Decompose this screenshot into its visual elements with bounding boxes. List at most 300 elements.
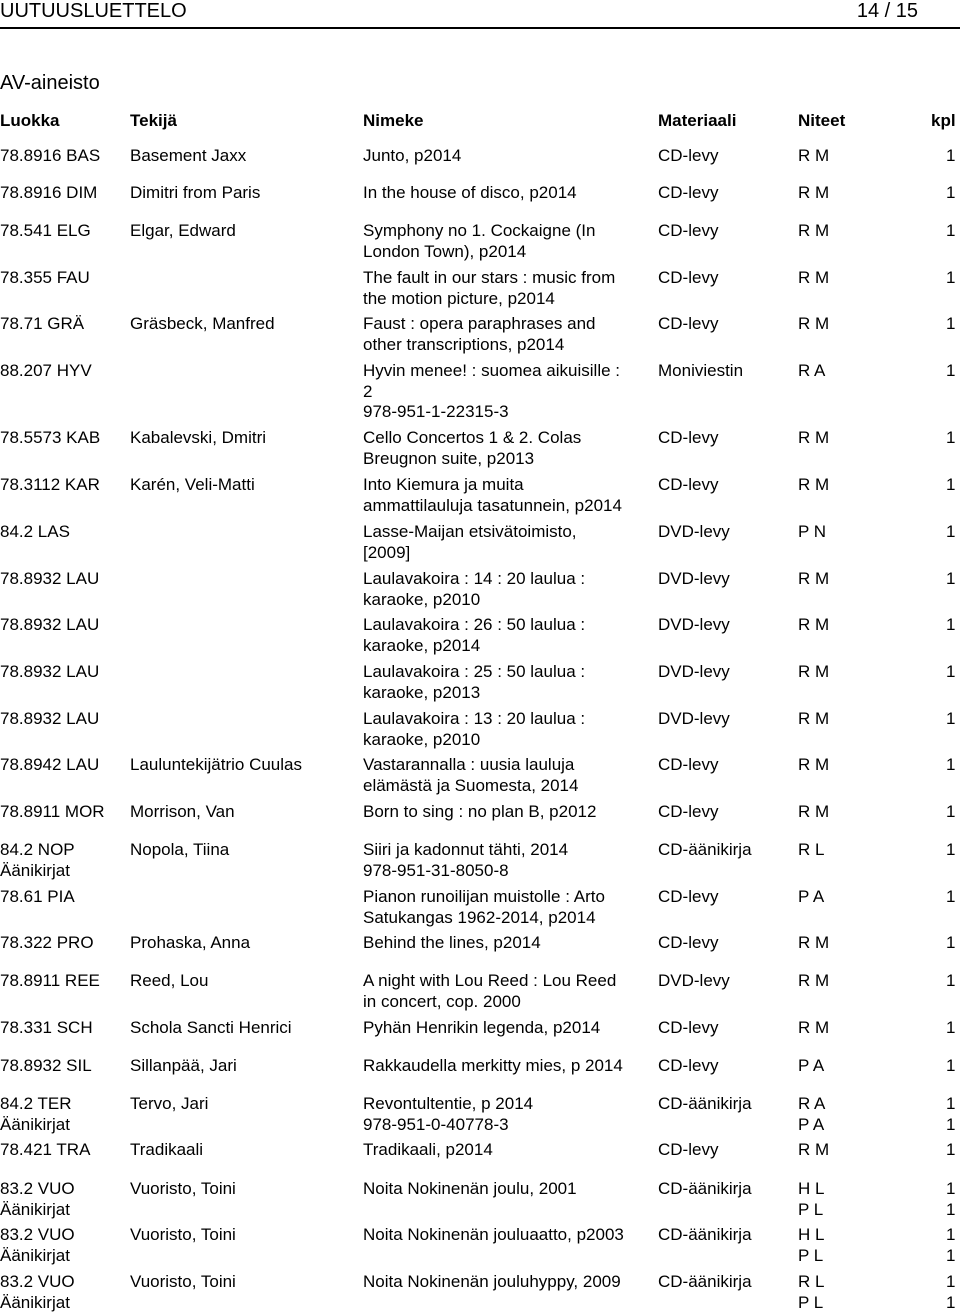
kpl-text: 1 <box>946 1140 956 1159</box>
kpl-text: 1 <box>946 840 956 859</box>
column-header-niteet: Niteet <box>798 111 846 130</box>
cell-nimeke <box>363 1272 648 1293</box>
kpl-text: 1 <box>946 1094 956 1113</box>
niteet-text: R M <box>798 268 830 287</box>
niteet-text: R L <box>798 840 825 859</box>
luokka-text: 83.2 VUO <box>0 1272 75 1291</box>
luokka-text: 78.8942 LAU <box>0 755 100 774</box>
kpl-text: 1 <box>946 662 956 681</box>
luokka-text: 78.8911 REE <box>0 971 100 990</box>
kpl-text: 1 <box>946 1245 956 1265</box>
cell-nimeke <box>363 522 648 563</box>
cell-tekija <box>130 1140 203 1161</box>
cell-materiaali <box>658 428 718 449</box>
cell-kpl <box>946 1179 955 1220</box>
cell-nimeke <box>363 802 648 823</box>
cell-materiaali <box>658 1140 718 1161</box>
kpl-text: 1 <box>946 1114 956 1134</box>
column-header-nimeke: Nimeke <box>363 111 424 130</box>
niteet-text: R M <box>798 755 830 774</box>
cell-materiaali <box>658 933 718 954</box>
cell-materiaali <box>658 1272 752 1293</box>
luokka-text: 78.8916 BAS <box>0 146 101 165</box>
materiaali-text: DVD-levy <box>658 522 730 541</box>
cell-niteet <box>798 522 826 543</box>
kpl-text: 1 <box>946 522 956 541</box>
nimeke-text: Siiri ja kadonnut tähti, 2014 <box>363 840 569 859</box>
materiaali-text: CD-levy <box>658 183 719 202</box>
luokka-text: 78.8932 LAU <box>0 615 100 634</box>
document-title: UUTUUSLUETTELO <box>0 0 187 22</box>
cell-nimeke <box>363 361 648 423</box>
column-header-tekija: Tekijä <box>130 111 177 130</box>
cell-nimeke <box>363 1140 648 1161</box>
tekija-text: Vuoristo, Toini <box>130 1225 236 1244</box>
cell-materiaali <box>658 361 743 382</box>
cell-kpl <box>946 1140 955 1161</box>
nimeke-text: in concert, cop. 2000 <box>363 991 521 1011</box>
cell-tekija <box>130 1094 208 1115</box>
luokka-text: 78.331 SCH <box>0 1018 93 1037</box>
cell-tekija <box>130 1225 236 1246</box>
nimeke-text: Laulavakoira : 25 : 50 laulua : <box>363 662 586 681</box>
nimeke-text: Satukangas 1962-2014, p2014 <box>363 907 596 927</box>
tekija-text: Sillanpää, Jari <box>130 1056 237 1075</box>
luokka-text: 84.2 LAS <box>0 522 70 541</box>
cell-nimeke <box>363 615 648 656</box>
cell-tekija <box>130 314 275 335</box>
tekija-text: Elgar, Edward <box>130 221 236 240</box>
kpl-text: 1 <box>946 615 956 634</box>
kpl-text: 1 <box>946 933 956 952</box>
cell-materiaali <box>658 971 730 992</box>
cell-materiaali <box>658 268 718 289</box>
cell-materiaali <box>658 146 718 167</box>
niteet-text: R M <box>798 933 830 952</box>
nimeke-text: Laulavakoira : 14 : 20 laulua : <box>363 569 586 588</box>
cell-nimeke <box>363 755 648 796</box>
kpl-text: 1 <box>946 428 956 447</box>
cell-nimeke <box>363 314 648 355</box>
cell-kpl <box>946 1056 955 1077</box>
luokka-text: 83.2 VUO <box>0 1179 75 1198</box>
niteet-text: R M <box>798 475 830 494</box>
materiaali-text: CD-levy <box>658 1140 719 1159</box>
kpl-text: 1 <box>946 1056 956 1075</box>
cell-luokka <box>0 268 90 289</box>
cell-kpl <box>946 314 955 335</box>
nimeke-text: the motion picture, p2014 <box>363 288 555 308</box>
niteet-text: P A <box>798 887 825 906</box>
tekija-text: Tradikaali <box>130 1140 204 1159</box>
cell-nimeke <box>363 475 648 516</box>
cell-luokka <box>0 840 75 881</box>
cell-tekija <box>130 802 235 823</box>
cell-kpl <box>946 755 955 776</box>
tekija-text: Gräsbeck, Manfred <box>130 314 275 333</box>
kpl-text: 1 <box>946 1018 956 1037</box>
tekija-text: Basement Jaxx <box>130 146 247 165</box>
cell-materiaali <box>658 1225 752 1246</box>
cell-luokka <box>0 709 99 730</box>
niteet-text: R M <box>798 1018 830 1037</box>
cell-niteet <box>798 1094 825 1135</box>
cell-niteet <box>798 569 829 590</box>
cell-kpl <box>946 1018 955 1039</box>
materiaali-text: CD-levy <box>658 268 719 287</box>
cell-materiaali <box>658 615 730 636</box>
cell-materiaali <box>658 1094 752 1115</box>
cell-nimeke <box>363 1056 648 1077</box>
cell-niteet <box>798 314 829 335</box>
luokka-text: 84.2 NOP <box>0 840 75 859</box>
cell-nimeke <box>363 662 648 703</box>
niteet-text: R M <box>798 1140 830 1159</box>
nimeke-text: Into Kiemura ja muita <box>363 475 524 494</box>
kpl-text: 1 <box>946 475 956 494</box>
niteet-text: R M <box>798 428 830 447</box>
luokka-text: 78.322 PRO <box>0 933 94 952</box>
cell-tekija <box>130 1018 292 1039</box>
niteet-text: R M <box>798 183 830 202</box>
tekija-text: Prohaska, Anna <box>130 933 251 952</box>
kpl-text: 1 <box>946 183 956 202</box>
materiaali-text: CD-levy <box>658 1018 719 1037</box>
materiaali-text: CD-levy <box>658 755 719 774</box>
kpl-text: 1 <box>946 314 956 333</box>
column-header-kpl: kpl <box>931 111 956 130</box>
nimeke-text: ammattilauluja tasatunnein, p2014 <box>363 495 622 515</box>
luokka-text: 78.3112 KAR <box>0 475 100 494</box>
luokka-text: 78.8932 SIL <box>0 1056 92 1075</box>
cell-nimeke <box>363 146 648 167</box>
tekija-text: Karén, Veli-Matti <box>130 475 255 494</box>
cell-luokka <box>0 1225 75 1266</box>
cell-niteet <box>798 709 829 730</box>
luokka-text: 78.71 GRÄ <box>0 314 85 333</box>
cell-kpl <box>946 221 955 242</box>
kpl-text: 1 <box>946 1199 956 1219</box>
cell-nimeke <box>363 1179 648 1200</box>
kpl-text: 1 <box>946 569 956 588</box>
cell-niteet <box>798 933 829 954</box>
tekija-text: Vuoristo, Toini <box>130 1272 236 1291</box>
cell-luokka <box>0 522 70 543</box>
cell-kpl <box>946 146 955 167</box>
niteet-text: R L <box>798 1272 825 1291</box>
niteet-text: R M <box>798 662 830 681</box>
cell-materiaali <box>658 662 730 683</box>
cell-luokka <box>0 183 97 204</box>
luokka-text: 78.8916 DIM <box>0 183 98 202</box>
tekija-text: Schola Sancti Henrici <box>130 1018 292 1037</box>
nimeke-text: karaoke, p2010 <box>363 589 481 609</box>
kpl-text: 1 <box>946 1272 956 1291</box>
nimeke-text: 978-951-1-22315-3 <box>363 402 509 421</box>
tekija-text: Vuoristo, Toini <box>130 1179 236 1198</box>
cell-tekija <box>130 428 266 449</box>
cell-nimeke <box>363 1094 648 1135</box>
cell-luokka <box>0 1140 90 1161</box>
nimeke-text: 978-951-0-40778-3 <box>363 1114 509 1134</box>
cell-tekija <box>130 221 236 242</box>
cell-niteet <box>798 1179 824 1220</box>
cell-luokka <box>0 1272 75 1313</box>
luokka-text: 78.355 FAU <box>0 268 90 287</box>
cell-luokka <box>0 615 99 636</box>
nimeke-text: The fault in our stars : music from <box>363 268 616 287</box>
nimeke-text: Laulavakoira : 13 : 20 laulua : <box>363 709 586 728</box>
kpl-text: 1 <box>946 146 956 165</box>
niteet-text: R M <box>798 569 830 588</box>
cell-niteet <box>798 361 825 382</box>
kpl-text: 1 <box>946 887 956 906</box>
nimeke-text: Vastarannalla : uusia lauluja <box>363 755 575 774</box>
cell-materiaali <box>658 755 718 776</box>
cell-tekija <box>130 146 246 167</box>
materiaali-text: CD-levy <box>658 428 719 447</box>
cell-niteet <box>798 755 829 776</box>
materiaali-text: CD-levy <box>658 887 719 906</box>
luokka-text: 88.207 HYV <box>0 361 92 380</box>
kpl-text: 1 <box>946 971 956 990</box>
cell-niteet <box>798 183 829 204</box>
tekija-text: Kabalevski, Dmitri <box>130 428 267 447</box>
cell-nimeke <box>363 933 648 954</box>
cell-nimeke <box>363 709 648 750</box>
kpl-text: 1 <box>946 709 956 728</box>
luokka-text: Äänikirjat <box>0 1199 70 1219</box>
nimeke-text: karaoke, p2010 <box>363 729 481 749</box>
niteet-text: R M <box>798 146 830 165</box>
tekija-text: Lauluntekijätrio Cuulas <box>130 755 302 774</box>
nimeke-text: Hyvin menee! : suomea aikuisille : <box>363 361 621 380</box>
cell-luokka <box>0 569 99 590</box>
cell-niteet <box>798 1225 824 1266</box>
cell-kpl <box>946 802 955 823</box>
cell-nimeke <box>363 428 648 469</box>
cell-luokka <box>0 428 100 449</box>
kpl-text: 1 <box>946 221 956 240</box>
cell-luokka <box>0 221 91 242</box>
materiaali-text: DVD-levy <box>658 971 730 990</box>
cell-niteet <box>798 1272 824 1313</box>
kpl-text: 1 <box>946 1179 956 1198</box>
cell-luokka <box>0 1056 92 1077</box>
cell-kpl <box>946 887 955 908</box>
cell-luokka <box>0 1018 93 1039</box>
nimeke-text: Junto, p2014 <box>363 146 462 165</box>
cell-materiaali <box>658 183 718 204</box>
cell-kpl <box>946 428 955 449</box>
luokka-text: Äänikirjat <box>0 1292 70 1312</box>
niteet-text: P L <box>798 1199 824 1219</box>
cell-niteet <box>798 146 829 167</box>
nimeke-text: other transcriptions, p2014 <box>363 334 565 354</box>
niteet-text: P N <box>798 522 827 541</box>
cell-nimeke <box>363 840 648 881</box>
cell-tekija <box>130 1272 236 1293</box>
cell-luokka <box>0 475 100 496</box>
cell-kpl <box>946 475 955 496</box>
cell-tekija <box>130 183 260 204</box>
materiaali-text: CD-äänikirja <box>658 840 752 859</box>
cell-luokka <box>0 971 100 992</box>
nimeke-text: Faust : opera paraphrases and <box>363 314 596 333</box>
nimeke-text: karaoke, p2013 <box>363 682 481 702</box>
cell-nimeke <box>363 1018 648 1039</box>
materiaali-text: CD-levy <box>658 314 719 333</box>
niteet-text: R M <box>798 971 830 990</box>
cell-niteet <box>798 840 824 861</box>
cell-materiaali <box>658 709 730 730</box>
cell-niteet <box>798 802 829 823</box>
cell-kpl <box>946 933 955 954</box>
luokka-text: 78.8932 LAU <box>0 569 100 588</box>
luokka-text: 78.8932 LAU <box>0 709 100 728</box>
luokka-text: Äänikirjat <box>0 1114 70 1134</box>
cell-luokka <box>0 887 75 908</box>
materiaali-text: DVD-levy <box>658 615 730 634</box>
cell-niteet <box>798 1056 824 1077</box>
luokka-text: 78.8911 MOR <box>0 802 105 821</box>
tekija-text: Reed, Lou <box>130 971 209 990</box>
nimeke-text: 978-951-31-8050-8 <box>363 860 509 880</box>
nimeke-text: Born to sing : no plan B, p2012 <box>363 802 597 821</box>
cell-kpl <box>946 569 955 590</box>
cell-materiaali <box>658 314 718 335</box>
luokka-text: 83.2 VUO <box>0 1225 75 1244</box>
cell-kpl <box>946 840 955 861</box>
nimeke-text: Behind the lines, p2014 <box>363 933 541 952</box>
cell-materiaali <box>658 1018 718 1039</box>
cell-materiaali <box>658 522 730 543</box>
cell-luokka <box>0 1179 75 1220</box>
materiaali-text: CD-äänikirja <box>658 1094 752 1113</box>
nimeke-text: Revontultentie, p 2014 <box>363 1094 534 1113</box>
cell-materiaali <box>658 475 718 496</box>
niteet-text: R M <box>798 709 830 728</box>
cell-luokka <box>0 1094 72 1135</box>
niteet-text: P A <box>798 1114 825 1134</box>
materiaali-text: CD-levy <box>658 221 719 240</box>
kpl-text: 1 <box>946 755 956 774</box>
nimeke-text: Noita Nokinenän jouluhyppy, 2009 <box>363 1272 621 1291</box>
cell-luokka <box>0 802 105 823</box>
kpl-text: 1 <box>946 802 956 821</box>
cell-materiaali <box>658 887 718 908</box>
cell-materiaali <box>658 1179 752 1200</box>
luokka-text: 84.2 TER <box>0 1094 72 1113</box>
materiaali-text: CD-äänikirja <box>658 1179 752 1198</box>
cell-tekija <box>130 475 255 496</box>
cell-nimeke <box>363 569 648 610</box>
cell-luokka <box>0 361 92 382</box>
nimeke-text: London Town), p2014 <box>363 241 527 261</box>
nimeke-text: Symphony no 1. Cockaigne (In <box>363 221 596 240</box>
cell-materiaali <box>658 840 752 861</box>
cell-niteet <box>798 615 829 636</box>
kpl-text: 1 <box>946 361 956 380</box>
tekija-text: Morrison, Van <box>130 802 235 821</box>
nimeke-text: Noita Nokinenän joulu, 2001 <box>363 1179 577 1198</box>
materiaali-text: Moniviestin <box>658 361 744 380</box>
nimeke-text: Tradikaali, p2014 <box>363 1140 493 1159</box>
niteet-text: P L <box>798 1292 824 1312</box>
cell-luokka <box>0 314 84 335</box>
niteet-text: R M <box>798 802 830 821</box>
materiaali-text: CD-levy <box>658 475 719 494</box>
cell-luokka <box>0 662 99 683</box>
nimeke-text: Rakkaudella merkitty mies, p 2014 <box>363 1056 623 1075</box>
tekija-text: Tervo, Jari <box>130 1094 209 1113</box>
luokka-text: 78.8932 LAU <box>0 662 100 681</box>
cell-kpl <box>946 662 955 683</box>
materiaali-text: CD-levy <box>658 146 719 165</box>
materiaali-text: DVD-levy <box>658 569 730 588</box>
tekija-text: Nopola, Tiina <box>130 840 230 859</box>
nimeke-text: Lasse-Maijan etsivätoimisto, <box>363 522 577 541</box>
luokka-text: 78.421 TRA <box>0 1140 91 1159</box>
nimeke-text: Pyhän Henrikin legenda, p2014 <box>363 1018 601 1037</box>
nimeke-text: In the house of disco, p2014 <box>363 183 577 202</box>
cell-niteet <box>798 428 829 449</box>
cell-niteet <box>798 1140 829 1161</box>
niteet-text: R A <box>798 361 826 380</box>
materiaali-text: DVD-levy <box>658 662 730 681</box>
cell-nimeke <box>363 183 648 204</box>
kpl-text: 1 <box>946 1225 956 1244</box>
nimeke-text: elämästä ja Suomesta, 2014 <box>363 775 579 795</box>
tekija-text: Dimitri from Paris <box>130 183 261 202</box>
cell-materiaali <box>658 569 730 590</box>
cell-tekija <box>130 840 229 861</box>
cell-materiaali <box>658 802 718 823</box>
kpl-text: 1 <box>946 1292 956 1312</box>
cell-nimeke <box>363 887 648 928</box>
nimeke-text: Laulavakoira : 26 : 50 laulua : <box>363 615 586 634</box>
cell-niteet <box>798 887 824 908</box>
cell-tekija <box>130 1056 237 1077</box>
cell-luokka <box>0 933 94 954</box>
column-header-luokka: Luokka <box>0 111 60 130</box>
cell-nimeke <box>363 268 648 309</box>
luokka-text: Äänikirjat <box>0 860 70 880</box>
cell-tekija <box>130 755 302 776</box>
cell-kpl <box>946 1225 955 1266</box>
cell-kpl <box>946 1094 955 1135</box>
nimeke-text: Breugnon suite, p2013 <box>363 448 535 468</box>
cell-kpl <box>946 971 955 992</box>
nimeke-text: Noita Nokinenän jouluaatto, p2003 <box>363 1225 624 1244</box>
cell-niteet <box>798 971 829 992</box>
cell-niteet <box>798 1018 829 1039</box>
materiaali-text: DVD-levy <box>658 709 730 728</box>
cell-niteet <box>798 221 829 242</box>
nimeke-text: Pianon runoilijan muistolle : Arto <box>363 887 605 906</box>
cell-nimeke <box>363 1225 648 1246</box>
luokka-text: 78.5573 KAB <box>0 428 101 447</box>
materiaali-text: CD-levy <box>658 1056 719 1075</box>
cell-kpl <box>946 183 955 204</box>
cell-luokka <box>0 755 99 776</box>
luokka-text: Äänikirjat <box>0 1245 70 1265</box>
nimeke-text: A night with Lou Reed : Lou Reed <box>363 971 617 990</box>
cell-kpl <box>946 361 955 382</box>
cell-kpl <box>946 615 955 636</box>
niteet-text: H L <box>798 1225 825 1244</box>
nimeke-text: Cello Concertos 1 & 2. Colas <box>363 428 582 447</box>
